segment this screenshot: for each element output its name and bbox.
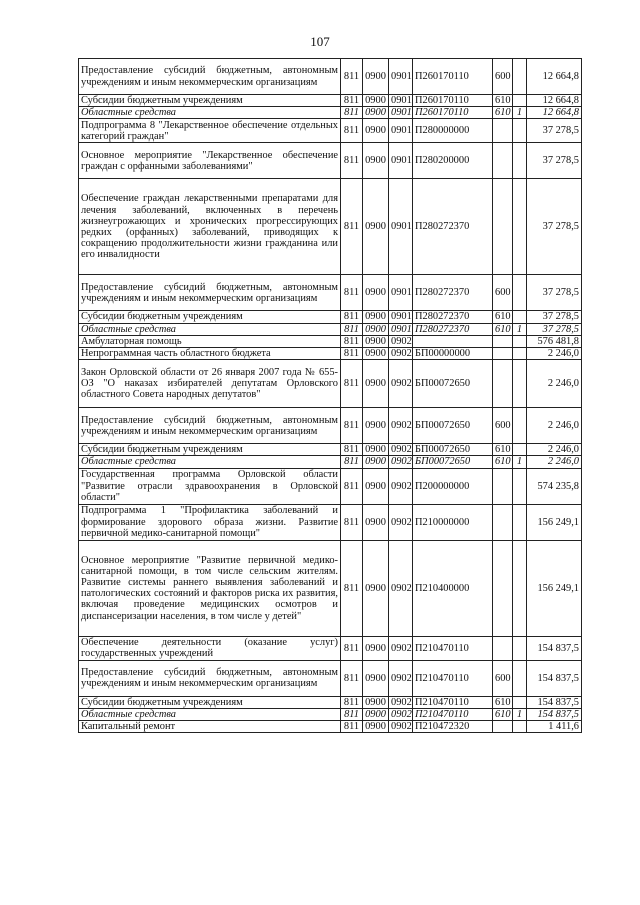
row-subsection-code: 0902	[389, 696, 413, 708]
row-admin-code: 811	[341, 456, 363, 468]
row-subsection-code: 0902	[389, 468, 413, 504]
row-admin-code: 811	[341, 360, 363, 408]
budget-table	[78, 58, 582, 733]
row-expense-type: 610	[493, 708, 513, 720]
row-subsection-code: 0901	[389, 323, 413, 335]
row-name: Субсидии бюджетным учреждениям	[79, 444, 341, 456]
row-funds-kind	[513, 335, 527, 347]
row-subsection-code: 0902	[389, 348, 413, 360]
row-target-article: П280000000	[413, 119, 493, 143]
row-expense-type	[493, 468, 513, 504]
row-subsection-code: 0902	[389, 504, 413, 540]
row-name: Субсидии бюджетным учреждениям	[79, 95, 341, 107]
row-amount: 2 246,0	[527, 456, 582, 468]
row-target-article: П260170110	[413, 95, 493, 107]
row-expense-type	[493, 721, 513, 733]
row-admin-code: 811	[341, 179, 363, 275]
row-expense-type	[493, 636, 513, 660]
row-amount: 154 837,5	[527, 660, 582, 696]
table-row	[79, 360, 582, 408]
row-section-code: 0900	[363, 721, 389, 733]
row-funds-kind	[513, 660, 527, 696]
table-row	[79, 275, 582, 311]
row-funds-kind	[513, 540, 527, 636]
row-expense-type: 610	[493, 107, 513, 119]
row-expense-type: 600	[493, 660, 513, 696]
table-row	[79, 456, 582, 468]
table-row	[79, 143, 582, 179]
row-name: Субсидии бюджетным учреждениям	[79, 311, 341, 323]
row-section-code: 0900	[363, 468, 389, 504]
row-amount: 154 837,5	[527, 636, 582, 660]
row-name: Подпрограмма 8 "Лекарственное обеспечение отдельных категорий граждан"	[79, 119, 341, 143]
row-expense-type: 610	[493, 323, 513, 335]
row-funds-kind	[513, 468, 527, 504]
table-row	[79, 504, 582, 540]
table-row	[79, 540, 582, 636]
row-funds-kind	[513, 721, 527, 733]
row-name: Предоставление субсидий бюджетным, автономным учреждениям и иным некоммерческим организациям	[79, 660, 341, 696]
row-admin-code: 811	[341, 335, 363, 347]
table-row	[79, 311, 582, 323]
row-amount: 1 411,6	[527, 721, 582, 733]
row-amount: 156 249,1	[527, 540, 582, 636]
row-name: Субсидии бюджетным учреждениям	[79, 696, 341, 708]
row-expense-type	[493, 335, 513, 347]
row-section-code: 0900	[363, 119, 389, 143]
row-expense-type: 610	[493, 696, 513, 708]
table-row	[79, 636, 582, 660]
row-section-code: 0900	[363, 275, 389, 311]
row-target-article: БП00072650	[413, 456, 493, 468]
row-admin-code: 811	[341, 95, 363, 107]
row-amount: 154 837,5	[527, 708, 582, 720]
row-subsection-code: 0901	[389, 179, 413, 275]
row-expense-type: 600	[493, 59, 513, 95]
row-funds-kind	[513, 311, 527, 323]
row-expense-type	[493, 504, 513, 540]
row-funds-kind	[513, 408, 527, 444]
row-amount: 2 246,0	[527, 360, 582, 408]
row-expense-type: 610	[493, 444, 513, 456]
row-target-article: П280272370	[413, 323, 493, 335]
row-funds-kind	[513, 143, 527, 179]
row-admin-code: 811	[341, 468, 363, 504]
row-name: Капитальный ремонт	[79, 721, 341, 733]
row-admin-code: 811	[341, 107, 363, 119]
row-name: Основное мероприятие "Лекарственное обеспечение граждан с орфанными заболеваниями"	[79, 143, 341, 179]
row-expense-type: 600	[493, 275, 513, 311]
row-name: Непрограммная часть областного бюджета	[79, 348, 341, 360]
row-name: Областные средства	[79, 708, 341, 720]
row-expense-type	[493, 179, 513, 275]
row-subsection-code: 0901	[389, 143, 413, 179]
row-expense-type	[493, 360, 513, 408]
table-row	[79, 323, 582, 335]
row-name: Основное мероприятие "Развитие первичной медико-санитарной помощи, в том числе сельским жителям. Развитие системы раннего выявления заболеваний и патологических состояний и факторов риска их развития, включая проведение медицинских осмотров и диспансеризации населения, в том числе у детей"	[79, 540, 341, 636]
row-amount: 154 837,5	[527, 696, 582, 708]
table-row	[79, 107, 582, 119]
table-row	[79, 468, 582, 504]
row-target-article: П200000000	[413, 468, 493, 504]
row-target-article: П260170110	[413, 59, 493, 95]
row-admin-code: 811	[341, 636, 363, 660]
row-target-article: П210472320	[413, 721, 493, 733]
row-name: Подпрограмма 1 "Профилактика заболеваний и формирование здорового образа жизни. Развитие первичной медико-санитарной помощи"	[79, 504, 341, 540]
table-row	[79, 660, 582, 696]
row-expense-type	[493, 540, 513, 636]
row-admin-code: 811	[341, 408, 363, 444]
row-subsection-code: 0901	[389, 107, 413, 119]
row-section-code: 0900	[363, 348, 389, 360]
row-subsection-code: 0902	[389, 636, 413, 660]
row-funds-kind	[513, 59, 527, 95]
row-funds-kind: 1	[513, 323, 527, 335]
row-subsection-code: 0901	[389, 275, 413, 311]
row-name: Обеспечение граждан лекарственными препаратами для лечения заболеваний, включенных в перечень жизнеугрожающих и хронических прогрессирующих редких (орфанных) заболеваний, приводящих к сокращению продолжительности жизни гражданина или его инвалидности	[79, 179, 341, 275]
row-target-article: П280272370	[413, 275, 493, 311]
row-funds-kind	[513, 444, 527, 456]
row-target-article: П210470110	[413, 636, 493, 660]
row-subsection-code: 0902	[389, 456, 413, 468]
row-subsection-code: 0902	[389, 660, 413, 696]
row-subsection-code: 0902	[389, 540, 413, 636]
row-admin-code: 811	[341, 119, 363, 143]
table-row	[79, 59, 582, 95]
row-name: Амбулаторная помощь	[79, 335, 341, 347]
table-row	[79, 335, 582, 347]
row-expense-type	[493, 119, 513, 143]
table-row	[79, 348, 582, 360]
row-subsection-code: 0901	[389, 59, 413, 95]
row-funds-kind	[513, 696, 527, 708]
row-name: Предоставление субсидий бюджетным, автономным учреждениям и иным некоммерческим организациям	[79, 59, 341, 95]
table-row	[79, 696, 582, 708]
row-funds-kind	[513, 179, 527, 275]
row-admin-code: 811	[341, 708, 363, 720]
row-target-article: БП00072650	[413, 408, 493, 444]
row-admin-code: 811	[341, 540, 363, 636]
row-target-article: П280200000	[413, 143, 493, 179]
row-subsection-code: 0901	[389, 119, 413, 143]
row-target-article: П210470110	[413, 708, 493, 720]
row-amount: 37 278,5	[527, 323, 582, 335]
row-section-code: 0900	[363, 360, 389, 408]
row-target-article: П280272370	[413, 311, 493, 323]
row-target-article: П210470110	[413, 660, 493, 696]
row-subsection-code: 0901	[389, 95, 413, 107]
row-section-code: 0900	[363, 696, 389, 708]
row-section-code: 0900	[363, 143, 389, 179]
row-name: Областные средства	[79, 107, 341, 119]
row-section-code: 0900	[363, 504, 389, 540]
row-name: Предоставление субсидий бюджетным, автономным учреждениям и иным некоммерческим организациям	[79, 408, 341, 444]
row-target-article: БП00072650	[413, 444, 493, 456]
row-expense-type: 610	[493, 95, 513, 107]
row-name: Государственная программа Орловской области "Развитие отрасли здравоохранения в Орловской области"	[79, 468, 341, 504]
row-amount: 2 246,0	[527, 348, 582, 360]
row-section-code: 0900	[363, 59, 389, 95]
row-subsection-code: 0901	[389, 311, 413, 323]
row-expense-type	[493, 143, 513, 179]
row-subsection-code: 0902	[389, 335, 413, 347]
row-amount: 574 235,8	[527, 468, 582, 504]
table-row	[79, 95, 582, 107]
table-row	[79, 444, 582, 456]
row-funds-kind	[513, 504, 527, 540]
row-section-code: 0900	[363, 444, 389, 456]
row-admin-code: 811	[341, 59, 363, 95]
row-amount: 156 249,1	[527, 504, 582, 540]
row-amount: 37 278,5	[527, 179, 582, 275]
row-amount: 576 481,8	[527, 335, 582, 347]
row-target-article: П210000000	[413, 504, 493, 540]
row-section-code: 0900	[363, 660, 389, 696]
row-section-code: 0900	[363, 179, 389, 275]
row-funds-kind	[513, 348, 527, 360]
row-funds-kind	[513, 95, 527, 107]
row-amount: 37 278,5	[527, 119, 582, 143]
row-expense-type: 610	[493, 456, 513, 468]
row-expense-type: 610	[493, 311, 513, 323]
row-name: Областные средства	[79, 323, 341, 335]
row-funds-kind	[513, 119, 527, 143]
row-funds-kind	[513, 636, 527, 660]
table-row	[79, 721, 582, 733]
row-subsection-code: 0902	[389, 408, 413, 444]
row-section-code: 0900	[363, 107, 389, 119]
page-number: 107	[310, 34, 330, 49]
row-section-code: 0900	[363, 323, 389, 335]
row-target-article	[413, 335, 493, 347]
row-name: Обеспечение деятельности (оказание услуг) государственных учреждений	[79, 636, 341, 660]
row-expense-type	[493, 348, 513, 360]
row-target-article: БП00072650	[413, 360, 493, 408]
row-admin-code: 811	[341, 275, 363, 311]
row-section-code: 0900	[363, 636, 389, 660]
table-row	[79, 179, 582, 275]
row-admin-code: 811	[341, 143, 363, 179]
budget-table-body	[79, 59, 582, 733]
row-funds-kind	[513, 360, 527, 408]
row-section-code: 0900	[363, 408, 389, 444]
row-subsection-code: 0902	[389, 708, 413, 720]
row-admin-code: 811	[341, 323, 363, 335]
table-row	[79, 119, 582, 143]
row-section-code: 0900	[363, 456, 389, 468]
row-amount: 12 664,8	[527, 95, 582, 107]
row-amount: 12 664,8	[527, 59, 582, 95]
row-target-article: П210400000	[413, 540, 493, 636]
row-subsection-code: 0902	[389, 360, 413, 408]
row-target-article: П280272370	[413, 179, 493, 275]
row-target-article: П210470110	[413, 696, 493, 708]
row-admin-code: 811	[341, 348, 363, 360]
row-target-article: П260170110	[413, 107, 493, 119]
row-section-code: 0900	[363, 335, 389, 347]
row-funds-kind: 1	[513, 107, 527, 119]
row-admin-code: 811	[341, 696, 363, 708]
row-amount: 37 278,5	[527, 143, 582, 179]
row-name: Предоставление субсидий бюджетным, автономным учреждениям и иным некоммерческим организациям	[79, 275, 341, 311]
row-subsection-code: 0902	[389, 444, 413, 456]
row-target-article: БП00000000	[413, 348, 493, 360]
row-subsection-code: 0902	[389, 721, 413, 733]
row-amount: 12 664,8	[527, 107, 582, 119]
row-funds-kind: 1	[513, 708, 527, 720]
table-row	[79, 408, 582, 444]
row-funds-kind: 1	[513, 456, 527, 468]
row-name: Закон Орловской области от 26 января 2007 года № 655-ОЗ "О наказах избирателей депутатам Орловского областного Совета народных депутатов"	[79, 360, 341, 408]
row-amount: 37 278,5	[527, 311, 582, 323]
row-amount: 37 278,5	[527, 275, 582, 311]
row-section-code: 0900	[363, 708, 389, 720]
row-admin-code: 811	[341, 444, 363, 456]
row-funds-kind	[513, 275, 527, 311]
row-section-code: 0900	[363, 540, 389, 636]
row-expense-type: 600	[493, 408, 513, 444]
row-admin-code: 811	[341, 504, 363, 540]
row-name: Областные средства	[79, 456, 341, 468]
row-admin-code: 811	[341, 311, 363, 323]
row-section-code: 0900	[363, 95, 389, 107]
row-amount: 2 246,0	[527, 444, 582, 456]
row-amount: 2 246,0	[527, 408, 582, 444]
row-section-code: 0900	[363, 311, 389, 323]
row-admin-code: 811	[341, 721, 363, 733]
table-row	[79, 708, 582, 720]
row-admin-code: 811	[341, 660, 363, 696]
